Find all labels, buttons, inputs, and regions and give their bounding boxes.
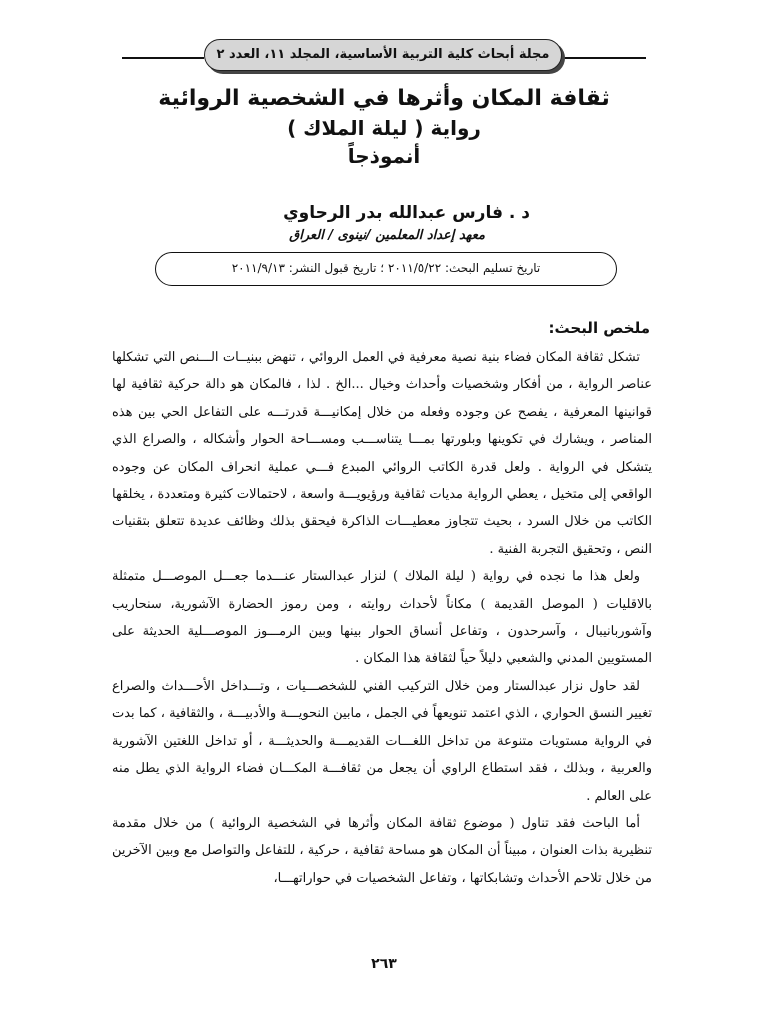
title-block <box>60 84 708 170</box>
submission-dates: تاريخ تسليم البحث: ٢٠١١/٥/٢٢ ؛ تاريخ قبول النشر: ٢٠١١/٩/١٣ <box>155 252 617 286</box>
abstract-paragraph: لقد حاول نزار عبدالستار ومن خلال التركيب الفني للشخصـــيات ، وتـــداخل الأحـــداث والصراع تغيير النسق الحواري ، الذي اعتمد تنويعهاً في الجمل ، مابين النحويـــة والأدبيـــة ، والثقافية ، كما بدت في الرواية مستويات متنوعة من تداخل اللغـــات القديمـــة والحديثـــة ، أو تداخل اللغتين الآشورية والعربية ، وبذلك ، فقد استطاع الراوي أن يجعل من ثقافـــة المكـــان فضاء الرواية الذي يطل منه على العالم . <box>112 678 652 804</box>
abstract-body <box>112 344 652 892</box>
journal-header: مجلة أبحاث كلية التربية الأساسية، المجلد ١١، العدد ٢ <box>204 39 562 71</box>
header-rule-left <box>122 57 204 59</box>
title-novel: رواية ( ليلة الملاك ) <box>287 116 481 140</box>
abstract-paragraph: ولعل هذا ما نجده في رواية ( ليلة الملاك ) لنزار عبدالستار عنـــدما جعـــل الموصـــل متمثلة بالاقليات ( الموصل القديمة ) مكاناً لأحداث روايته ، ومن رموز الحضارة الآشورية، سنحاريب وآشوربانيبال ، وآسرحدون ، وتفاعل أنساق الحوار بينها وبين الرمـــوز الموصـــلية الحديثة على المستويين المدني والشعبي دليلاً حياً لثقافة هذا المكان . <box>112 569 652 667</box>
abstract-paragraph: تشكل ثقافة المكان فضاء بنية نصية معرفية في العمل الروائي ، تنهض ببنيــات الـــنص التي تشكلها عناصر الرواية ، من أفكار وشخصيات وأحداث وخيال ...الخ . لذا ، فالمكان هو دالة حركية ثقافية لها قوانينها المعرفية ، يفصح عن وجوده وفعله من خلال إمكانيـــة قدرتـــه على التفاعل الحي بين هذه المناصر ، ويشارك في تكوينها وبلورتها بمـــا يتناســـب ومســـاحة الحوار وأشكاله ، والصراع الذي يتشكل في الرواية . ولعل قدرة الكاتب الروائي المبدع فـــي عملية انحراف المكان عن وجوده الواقعي إلى متخيل ، يعطي الرواية مديات ثقافية ورؤيويـــة واسعة ، لاحتمالات كثيرة ومتعددة ، يخلقها الكاتب من خلال السرد ، بحيث تتجاوز معطيـــات الذاكرة فيحقق بذلك وظائف عديدة تتعلق بتقنيات النص ، وتحقيق التجربة الفنية . <box>112 350 652 557</box>
header-rule-right <box>562 57 646 59</box>
page-number: ٢٦٣ <box>371 956 397 972</box>
abstract-heading: ملخص البحث: <box>548 319 650 337</box>
author-name: د . فارس عبدالله بدر الرحاوي <box>283 203 530 223</box>
abstract-paragraph: أما الباحث فقد تناول ( موضوع ثقافة المكان وأثرها في الشخصية الروائية ) من خلال مقدمة تنظيرية بذات العنوان ، مبيناً أن المكان هو مساحة ثقافية ، حركية ، للتفاعل والتواصل مع وبين الآخرين من خلال تلاحم الأحداث وتشابكاتها ، وتفاعل الشخصيات في حواراتهـــا، <box>112 815 652 886</box>
title-model: أنموذجاً <box>347 144 421 168</box>
title-main: ثقافة المكان وأثرها في الشخصية الروائية <box>158 86 610 111</box>
author-affiliation: معهد إعداد المعلمين /نينوى / العراق <box>289 228 485 243</box>
